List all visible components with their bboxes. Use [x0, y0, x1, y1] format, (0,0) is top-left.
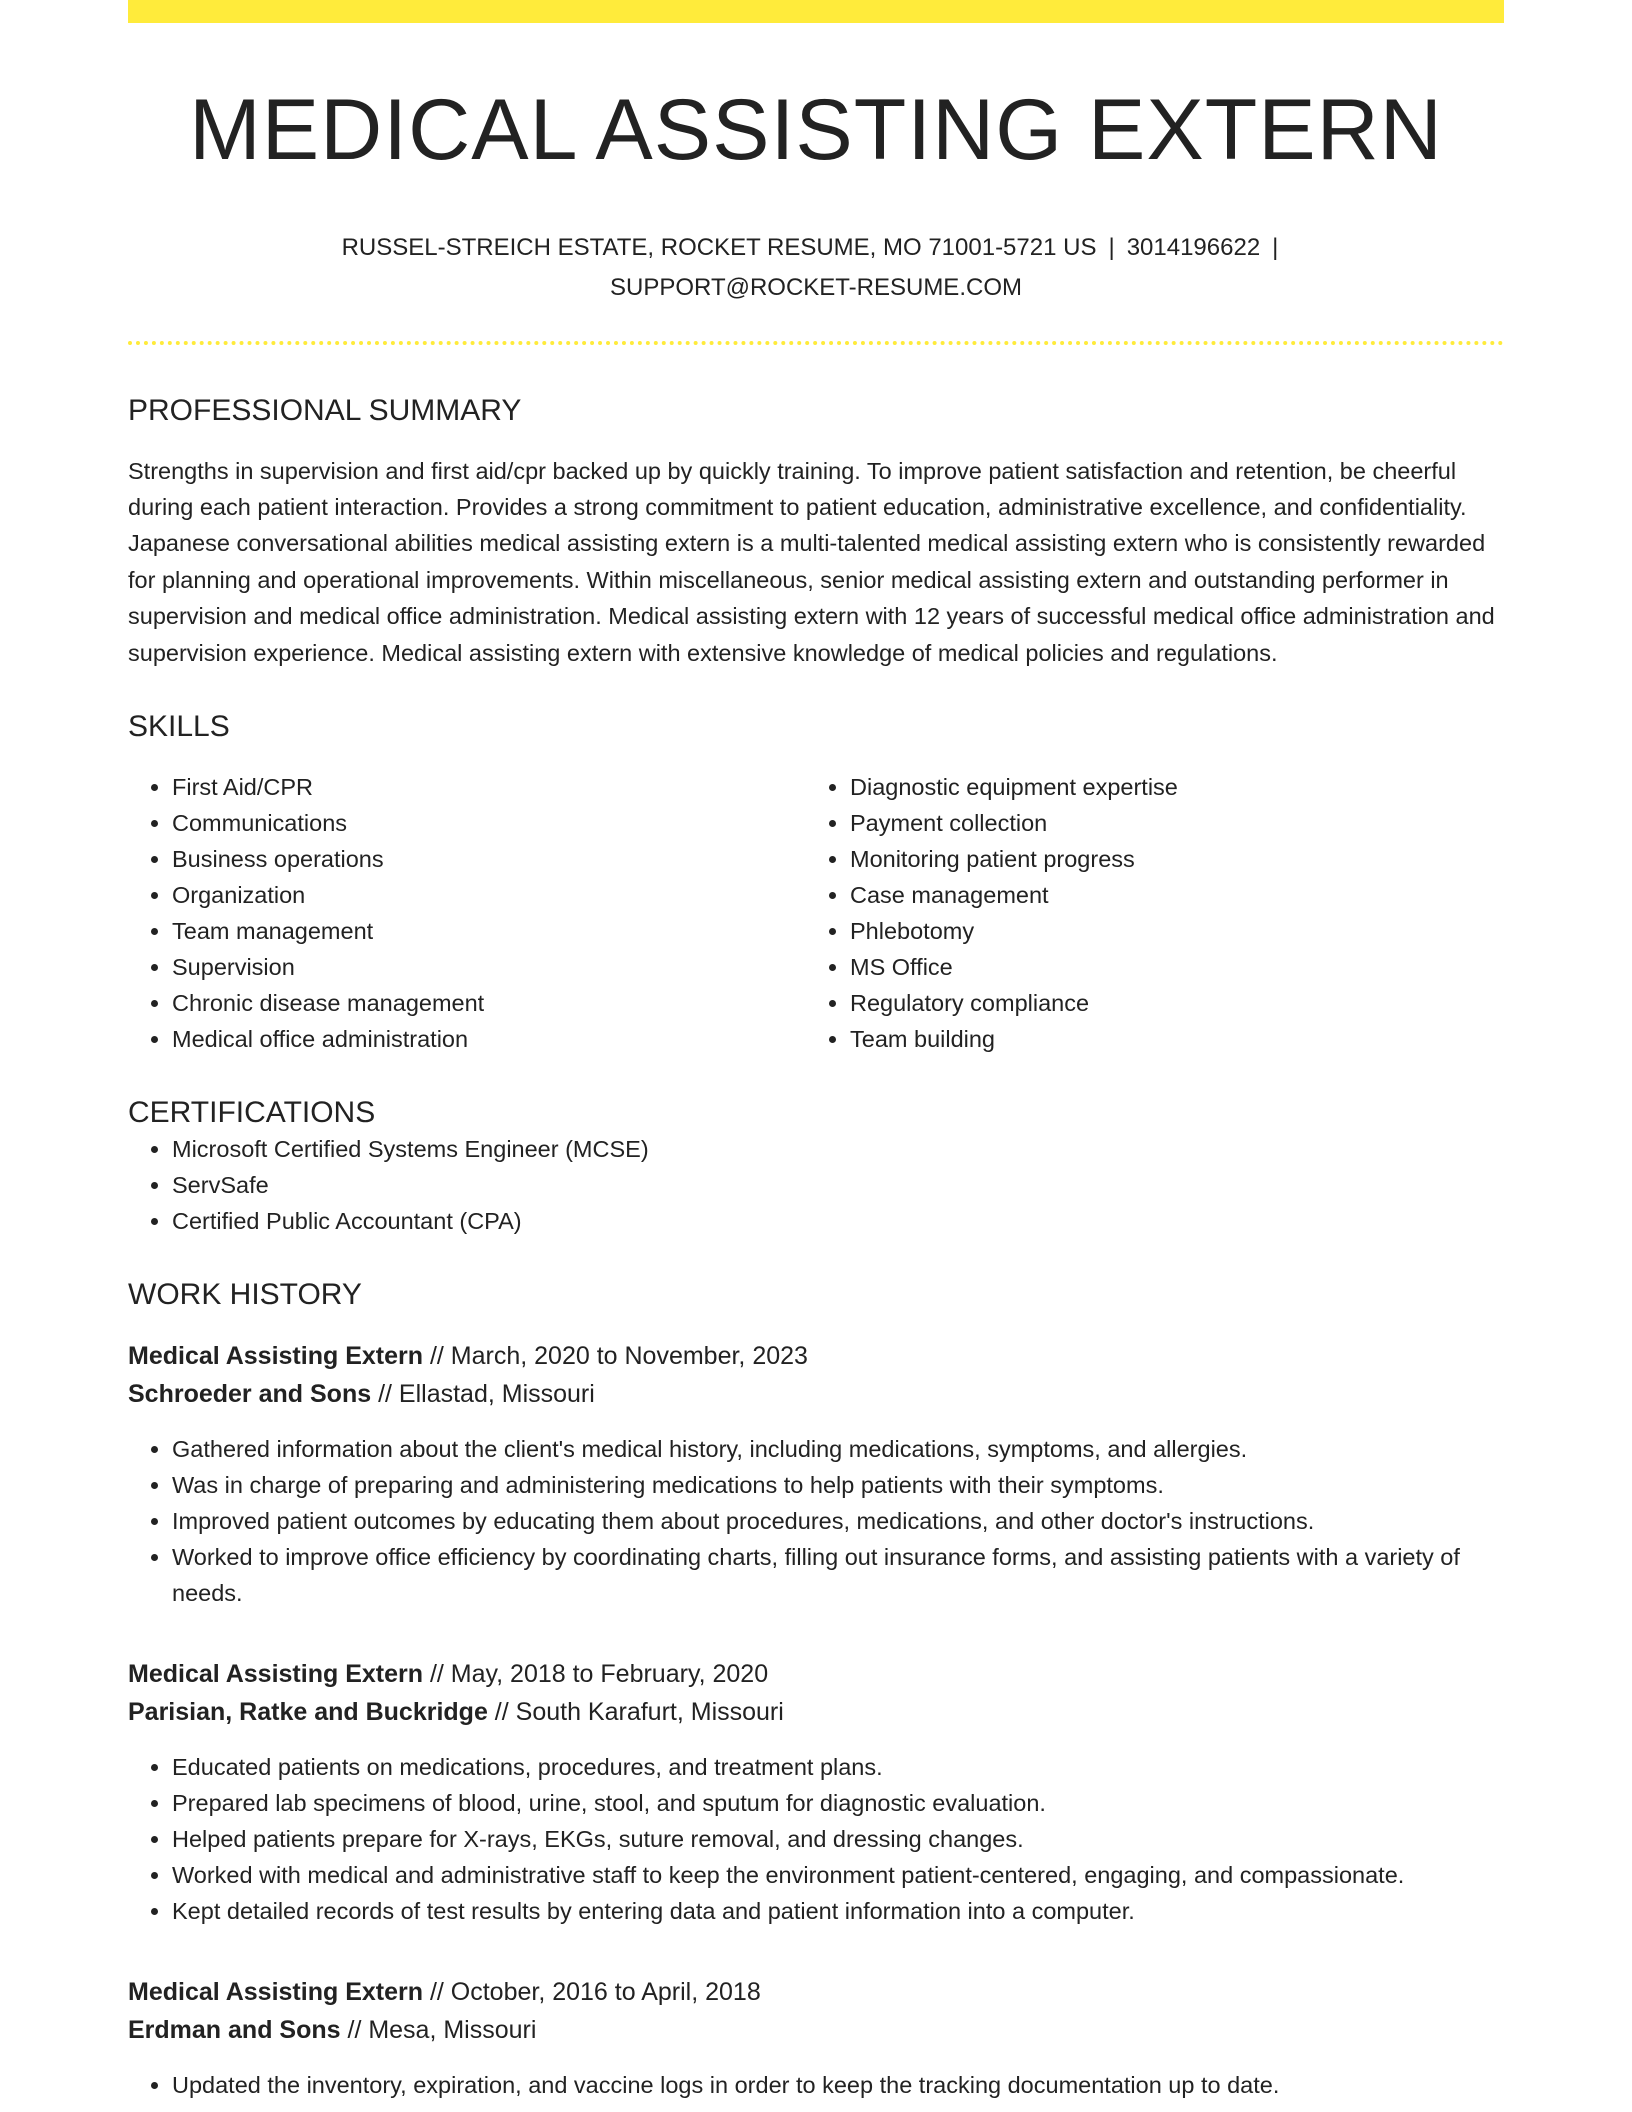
- job-duty-item: • Worked to improve office efficiency by coordinating charts, filling out insurance forms, and assisting patients with a variety of needs.: [172, 1539, 1504, 1611]
- job-duty-item: • Updated the inventory, expiration, and vaccine logs in order to keep the tracking documentation up to date.: [172, 2067, 1504, 2103]
- resume-page: [128, 0, 1504, 2103]
- job-title-line: [128, 1973, 1504, 2011]
- skill-item: • Monitoring patient progress: [850, 841, 1484, 877]
- job-duties-list: [128, 2067, 1504, 2103]
- job-role: Medical Assisting Extern: [128, 1660, 423, 1689]
- job-location: // Ellastad, Missouri: [371, 1380, 595, 1409]
- separator: |: [1108, 233, 1115, 261]
- work-history-heading: WORK HISTORY: [128, 1278, 362, 1312]
- job-title-line: [128, 1337, 1504, 1375]
- certifications-list: [128, 1131, 1504, 1239]
- certifications-heading: CERTIFICATIONS: [128, 1096, 376, 1130]
- job-company: Schroeder and Sons: [128, 1380, 372, 1409]
- skill-item: • Phlebotomy: [850, 913, 1484, 949]
- skills-list-left: [128, 769, 806, 1057]
- skill-item: • Team management: [172, 913, 806, 949]
- job-duties-list: [128, 1749, 1504, 1929]
- contact-info: [128, 228, 1504, 308]
- skill-item: • Communications: [172, 805, 806, 841]
- job-location: // South Karafurt, Missouri: [487, 1698, 784, 1727]
- job-location: // Mesa, Missouri: [340, 2016, 537, 2045]
- job-dates: // October, 2016 to April, 2018: [423, 1978, 761, 2007]
- job-company: Parisian, Ratke and Buckridge: [128, 1698, 488, 1727]
- job-duty-item: • Helped patients prepare for X-rays, EKGs, suture removal, and dressing changes.: [172, 1821, 1504, 1857]
- divider: [128, 341, 1504, 345]
- job-duty-item: • Prepared lab specimens of blood, urine, stool, and sputum for diagnostic evaluation.: [172, 1785, 1504, 1821]
- skills-heading: SKILLS: [128, 710, 230, 744]
- job-duty-item: • Improved patient outcomes by educating them about procedures, medications, and other doctor's instructions.: [172, 1503, 1504, 1539]
- job-dates: // May, 2018 to February, 2020: [423, 1660, 769, 1689]
- skills-list-right: [806, 769, 1484, 1057]
- job-company-line: [128, 2011, 1504, 2049]
- resume-title: MEDICAL ASSISTING EXTERN: [189, 82, 1443, 178]
- job-company-line: [128, 1375, 1504, 1413]
- job-company-line: [128, 1693, 1504, 1731]
- email: SUPPORT@ROCKET-RESUME.COM: [610, 273, 1022, 301]
- skill-item: • Regulatory compliance: [850, 985, 1484, 1021]
- job-duty-item: • Educated patients on medications, procedures, and treatment plans.: [172, 1749, 1504, 1785]
- job-role: Medical Assisting Extern: [128, 1978, 423, 2007]
- job-entry: [128, 1337, 1504, 1611]
- skill-item: • Chronic disease management: [172, 985, 806, 1021]
- job-role: Medical Assisting Extern: [128, 1342, 423, 1371]
- certification-item: • Certified Public Accountant (CPA): [172, 1203, 1504, 1239]
- job-duties-list: [128, 1431, 1504, 1611]
- job-duty-item: • Was in charge of preparing and administering medications to help patients with their symptoms.: [172, 1467, 1504, 1503]
- job-duty-item: • Worked with medical and administrative staff to keep the environment patient-centered, engaging, and compassionate.: [172, 1857, 1504, 1893]
- job-duty-item: • Gathered information about the client's medical history, including medications, symptoms, and allergies.: [172, 1431, 1504, 1467]
- skill-item: • Organization: [172, 877, 806, 913]
- skill-item: • Business operations: [172, 841, 806, 877]
- skill-item: • Payment collection: [850, 805, 1484, 841]
- skill-item: • Diagnostic equipment expertise: [850, 769, 1484, 805]
- contact-line-1: [128, 228, 1504, 268]
- job-company: Erdman and Sons: [128, 2016, 341, 2045]
- skill-item: • Team building: [850, 1021, 1484, 1057]
- accent-bar: [128, 0, 1504, 23]
- certification-item: • Microsoft Certified Systems Engineer (MCSE): [172, 1131, 1504, 1167]
- job-entry: [128, 1973, 1504, 2103]
- work-history-list: [128, 1337, 1504, 2103]
- skills-grid: [128, 769, 1504, 1057]
- skill-item: • Case management: [850, 877, 1484, 913]
- skill-item: • Medical office administration: [172, 1021, 806, 1057]
- summary-text: Strengths in supervision and first aid/cpr backed up by quickly training. To improve patient satisfaction and retention, be cheerful during each patient interaction. Provides a strong commitment to patient education, administrative excellence, and confidentiality. Japanese conversational abilities medical assisting extern is a multi-talented medical assisting extern who is consistently rewarded for planning and operational improvements. Within miscellaneous, senior medical assisting extern and outstanding performer in supervision and medical office administration. Medical assisting extern with 12 years of successful medical office administration and supervision experience. Medical assisting extern with extensive knowledge of medical policies and regulations.: [128, 457, 1495, 666]
- contact-line-2: [128, 268, 1504, 308]
- job-duty-item: • Kept detailed records of test results by entering data and patient information into a computer.: [172, 1893, 1504, 1929]
- skills-column-left: [128, 769, 806, 1057]
- phone: 3014196622: [1126, 233, 1261, 261]
- skill-item: • Supervision: [172, 949, 806, 985]
- summary-heading: PROFESSIONAL SUMMARY: [128, 393, 522, 427]
- job-title-line: [128, 1655, 1504, 1693]
- separator: |: [1272, 233, 1279, 261]
- skills-column-right: [806, 769, 1484, 1057]
- skill-item: • MS Office: [850, 949, 1484, 985]
- job-dates: // March, 2020 to November, 2023: [423, 1342, 808, 1371]
- skill-item: • First Aid/CPR: [172, 769, 806, 805]
- address: RUSSEL-STREICH ESTATE, ROCKET RESUME, MO 71001-5721 US: [341, 233, 1097, 261]
- job-entry: [128, 1655, 1504, 1929]
- certification-item: • ServSafe: [172, 1167, 1504, 1203]
